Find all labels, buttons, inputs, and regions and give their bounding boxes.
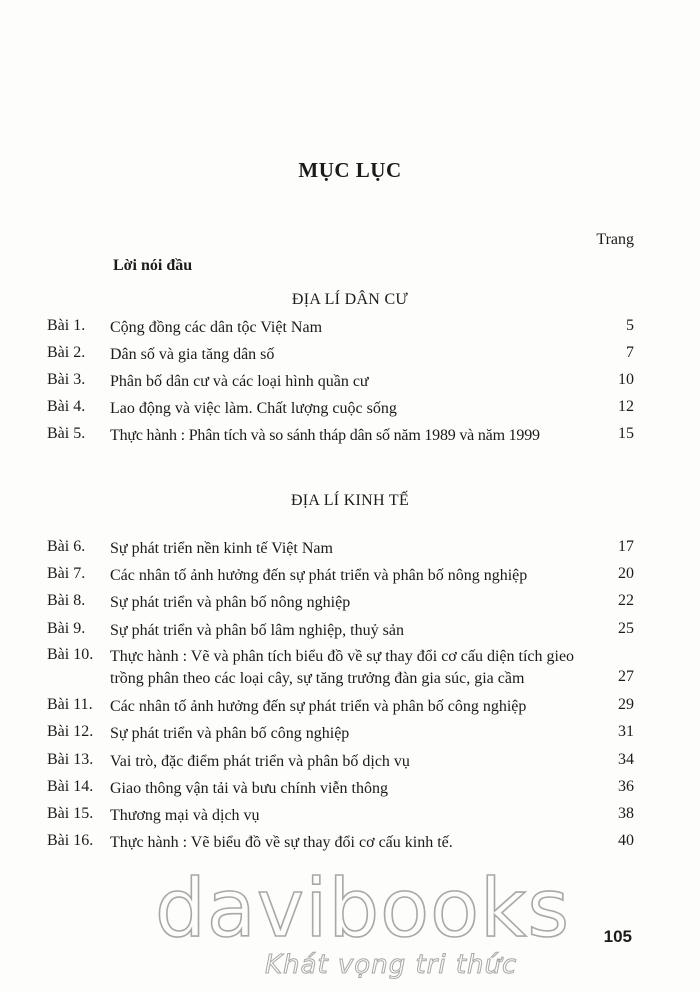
lesson-title: Sự phát triển và phân bố công nghiệp: [110, 725, 350, 742]
lesson-number: Bài 12.: [47, 723, 94, 740]
lesson-number: Bài 7.: [47, 565, 86, 582]
lesson-page: 40: [618, 832, 634, 849]
lesson-number: Bài 8.: [47, 592, 86, 609]
lesson-title: Giao thông vận tải và bưu chính viễn thông: [110, 780, 388, 797]
lesson-number: Bài 13.: [47, 751, 94, 768]
lesson-page: 36: [618, 778, 634, 795]
lesson-title: Dân số và gia tăng dân số: [110, 346, 275, 363]
lesson-page: 12: [618, 398, 634, 415]
lesson-title: Vai trò, đặc điểm phát triển và phân bố dịch vụ: [110, 753, 410, 770]
lesson-title: Thương mại và dịch vụ: [110, 807, 260, 824]
lesson-title: Sự phát triển và phân bố nông nghiệp: [110, 594, 351, 611]
lesson-page: 20: [618, 565, 634, 582]
watermark-tagline: Khát vọng tri thức: [265, 950, 518, 980]
page-column-header: Trang: [596, 231, 634, 248]
lesson-title: Sự phát triển và phân bố lâm nghiệp, thuỷ sản: [110, 622, 404, 639]
page-title: MỤC LỤC: [298, 158, 402, 182]
lesson-page: 34: [618, 751, 634, 768]
lesson-page: 31: [618, 723, 634, 740]
lesson-title: Thực hành : Vẽ và phân tích biểu đồ về sự thay đổi cơ cấu diện tích gieo trồng phân theo các loại cây, sự tăng trưởng đàn gia súc, gia cầm: [110, 648, 575, 687]
lesson-page: 38: [618, 805, 634, 822]
lesson-page: 5: [626, 317, 634, 334]
lesson-number: Bài 15.: [47, 805, 94, 822]
lesson-number: Bài 5.: [47, 425, 86, 442]
lesson-title: Cộng đồng các dân tộc Việt Nam: [110, 319, 323, 336]
lesson-page: 15: [618, 425, 634, 442]
lesson-page: 27: [618, 668, 634, 685]
lesson-title: Các nhân tố ảnh hưởng đến sự phát triển và phân bố công nghiệp: [110, 698, 527, 715]
lesson-number: Bài 2.: [47, 344, 86, 361]
watermark-brand: davibooks: [155, 862, 571, 955]
lesson-page: 10: [618, 371, 634, 388]
lesson-title: Thực hành : Phân tích và so sánh tháp dân số năm 1989 và năm 1999: [110, 427, 540, 444]
lesson-number: Bài 3.: [47, 371, 86, 388]
section-heading-economy: ĐỊA LÍ KINH TẾ: [290, 492, 410, 509]
lesson-page: 29: [618, 696, 634, 713]
lesson-page: 17: [618, 538, 634, 555]
lesson-number: Bài 16.: [47, 832, 94, 849]
lesson-title: Các nhân tố ảnh hưởng đến sự phát triển và phân bố nông nghiệp: [110, 567, 528, 584]
lesson-number: Bài 11.: [47, 696, 93, 713]
lesson-number: Bài 14.: [47, 778, 94, 795]
lesson-number: Bài 6.: [47, 538, 86, 555]
lesson-number: Bài 10.: [47, 646, 94, 663]
page-number: 105: [603, 927, 632, 946]
lesson-page: 22: [618, 592, 634, 609]
lesson-title: Sự phát triển nền kinh tế Việt Nam: [110, 540, 333, 557]
lesson-page: 7: [626, 344, 634, 361]
lesson-number: Bài 1.: [47, 317, 86, 334]
lesson-title: Thực hành : Vẽ biểu đồ về sự thay đổi cơ cấu kinh tế.: [110, 834, 453, 851]
lesson-title: Lao động và việc làm. Chất lượng cuộc sống: [110, 400, 397, 417]
lesson-number: Bài 4.: [47, 398, 86, 415]
lesson-number: Bài 9.: [47, 620, 86, 637]
lesson-title: Phân bố dân cư và các loại hình quần cư: [110, 373, 369, 390]
section-heading-population: ĐỊA LÍ DÂN CƯ: [291, 291, 409, 308]
preface-entry: Lời nói đầu: [113, 257, 193, 274]
lesson-page: 25: [618, 620, 634, 637]
